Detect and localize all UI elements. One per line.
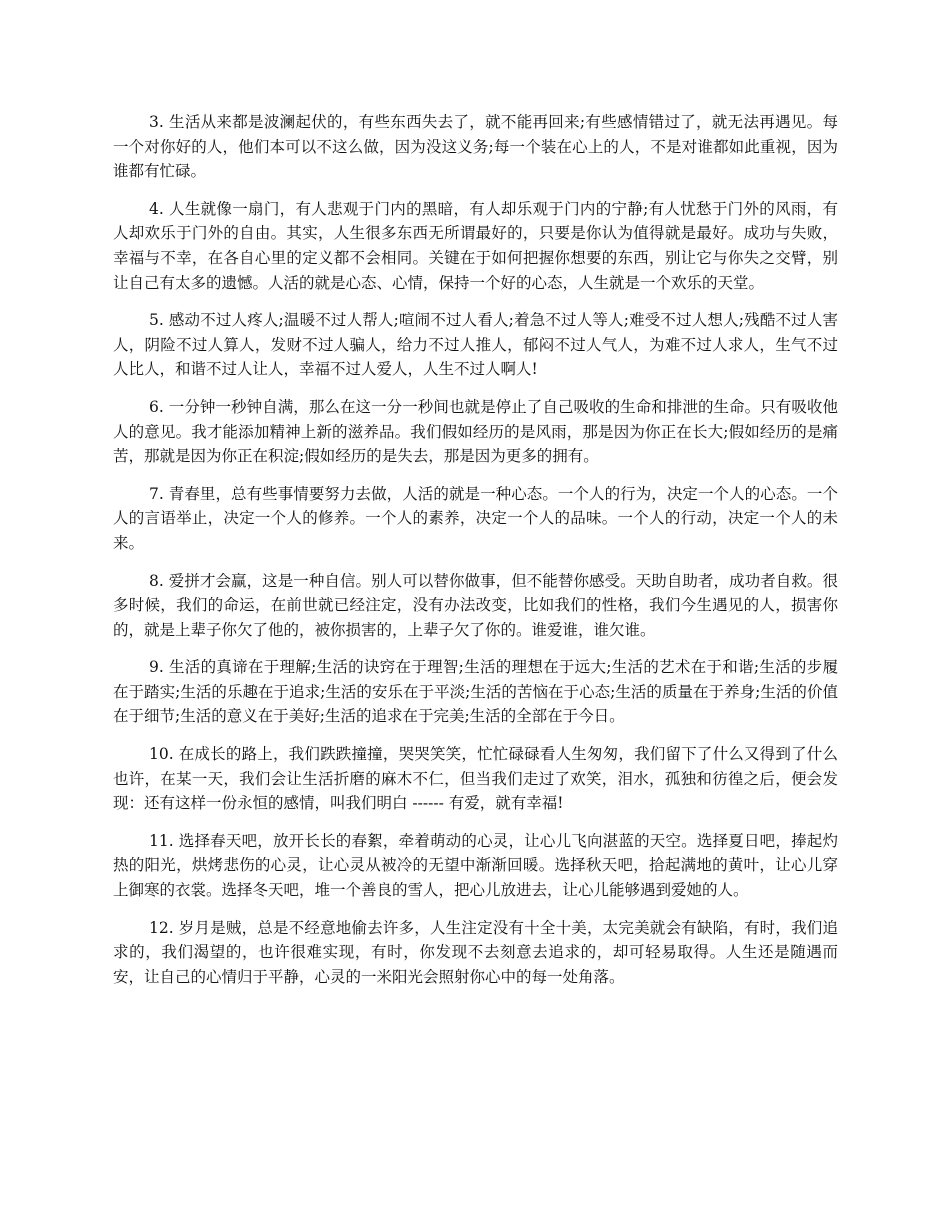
paragraph-6: 6. 一分钟一秒钟自满，那么在这一分一秒间也就是停止了自己吸收的生命和排泄的生命。只有吸收他人的意见。我才能添加精神上新的滋养品。我们假如经历的是风雨，那是因为你正在长大;假如经历的是痛苦，那就是因为你正在积淀;假如经历的是失去，那是因为更多的拥有。	[113, 397, 838, 466]
paragraph-8: 8. 爱拼才会赢，这是一种自信。别人可以替你做事，但不能替你感受。天助自助者，成功者自救。很多时候，我们的命运，在前世就已经注定，没有办法改变，比如我们的性格，我们今生遇见的人，损害你的，就是上辈子你欠了他的，被你损害的，上辈子欠了你的。谁爱谁，谁欠谁。	[113, 571, 838, 639]
paragraph-9: 9. 生活的真谛在于理解;生活的诀窍在于理智;生活的理想在于远大;生活的艺术在于和谐;生活的步履在于踏实;生活的乐趣在于追求;生活的安乐在于平淡;生活的苦恼在于心态;生活的质量在于养身;生活的价值在于细节;生活的意义在于美好;生活的追求在于完美;生活的全部在于今日。	[113, 658, 838, 726]
paragraph-12: 12. 岁月是贼，总是不经意地偷去许多，人生注定没有十全十美，太完美就会有缺陷，有时，我们追求的，我们渴望的，也许很难实现，有时，你发现不去刻意去追求的，却可轻易取得。人生还是随遇而安，让自己的心情归于平静，心灵的一米阳光会照射你心中的每一处角落。	[113, 918, 838, 986]
paragraph-11: 11. 选择春天吧，放开长长的春絮，牵着萌动的心灵，让心儿飞向湛蓝的天空。选择夏日吧，捧起灼热的阳光，烘烤悲伤的心灵，让心灵从被冷的无望中渐渐回暖。选择秋天吧，拾起满地的黄叶，让心儿穿上御寒的衣裳。选择冬天吧，堆一个善良的雪人，把心儿放进去，让心儿能够遇到爱她的人。	[113, 831, 838, 900]
paragraph-5: 5. 感动不过人疼人;温暖不过人帮人;喧闹不过人看人;着急不过人等人;难受不过人想人;残酷不过人害人，阴险不过人算人，发财不过人骗人，给力不过人推人，郁闷不过人气人，为难不过人求人，生气不过人比人，和谐不过人让人，幸福不过人爱人，人生不过人啊人!	[113, 311, 838, 379]
paragraph-7: 7. 青春里，总有些事情要努力去做，人活的就是一种心态。一个人的行为，决定一个人的心态。一个人的言语举止，决定一个人的修养。一个人的素养，决定一个人的品味。一个人的行动，决定一个人的未来。	[113, 484, 838, 552]
document-body	[113, 110, 838, 1002]
paragraph-3: 3. 生活从来都是波澜起伏的，有些东西失去了，就不能再回来;有些感情错过了，就无法再遇见。每一个对你好的人，他们本可以不这么做，因为没这义务;每一个装在心上的人，不是对谁都如此重视，因为谁都有忙碌。	[113, 113, 838, 181]
paragraph-4: 4. 人生就像一扇门，有人悲观于门内的黑暗，有人却乐观于门内的宁静;有人忧愁于门外的风雨，有人却欢乐于门外的自由。其实，人生很多东西无所谓最好的，只要是你认为值得就是最好。成功与失败，幸福与不幸，在各自心里的定义都不会相同。关键在于如何把握你想要的东西，别让它与你失之交臂，别让自己有太多的遗憾。人活的就是心态、心情，保持一个好的心态，人生就是一个欢乐的天堂。	[113, 199, 838, 292]
paragraph-10: 10. 在成长的路上，我们跌跌撞撞，哭哭笑笑，忙忙碌碌看人生匆匆，我们留下了什么又得到了什么也许，在某一天，我们会让生活折磨的麻木不仁，但当我们走过了欢笑，泪水，孤独和彷徨之后，便会发现：还有这样一份永恒的感情，叫我们明白 ------ 有爱，就有幸福!	[113, 745, 838, 813]
